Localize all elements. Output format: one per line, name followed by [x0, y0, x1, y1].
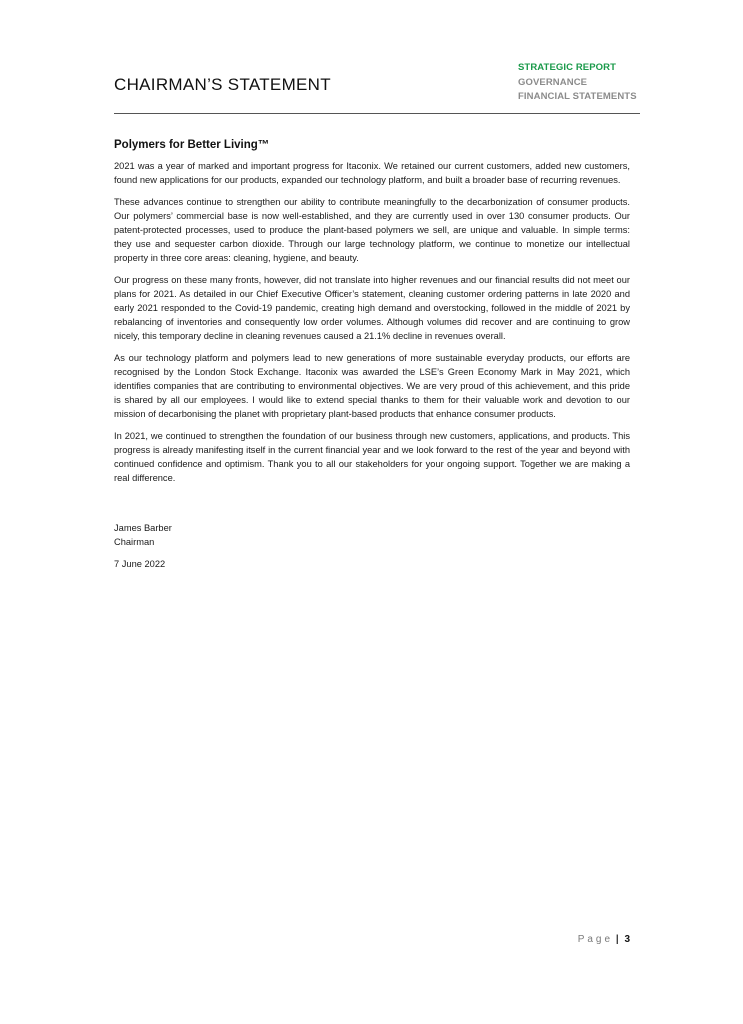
- page-number: 3: [624, 934, 630, 945]
- page-footer: [578, 934, 630, 945]
- paragraph-2: These advances continue to strengthen our ability to contribute meaningfully to the decarbonization of consumer products. Our polymers’ commercial base is now well-established, and they are currently used in over 130 consumer products. Our patent-protected processes, used to produce the plant-based polymers we sell, are unique and valuable. In simple terms: they use and sequester carbon dioxide. Through our large technology platform, we continue to monetize our intellectual property in three core areas: cleaning, hygiene, and beauty.: [114, 197, 630, 263]
- page-title: CHAIRMAN’S STATEMENT: [114, 75, 331, 94]
- paragraph-5: In 2021, we continued to strengthen the foundation of our business through new customers, applications, and products. This progress is already manifesting itself in the current financial year and we look forward to the rest of the year and beyond with continued confidence and optimism. Thank you to all our stakeholders for your ongoing support. Together we are making a real difference.: [114, 431, 630, 483]
- nav-strategic-report[interactable]: STRATEGIC REPORT: [518, 62, 617, 73]
- section-nav: [518, 61, 637, 105]
- paragraph-3: Our progress on these many fronts, however, did not translate into higher revenues and our financial results did not meet our plans for 2021. As detailed in our Chief Executive Officer’s statement, cleaning customer ordering patterns in late 2020 and early 2021 responded to the Covid-19 pandemic, creating high demand and overstocking, followed in the middle of 2021 by rebalancing of inventories and consequently low order volumes. Although volumes did recover and are continuing to grow nicely, this temporary decline in cleaning revenues caused a 21.1% decline in revenues overall.: [114, 275, 630, 341]
- signatory-name: James Barber: [114, 523, 172, 533]
- header-divider: [114, 113, 640, 114]
- main-content: [114, 139, 630, 571]
- section-heading: Polymers for Better Living™: [114, 139, 270, 151]
- nav-governance[interactable]: GOVERNANCE: [518, 76, 588, 88]
- nav-financial-statements[interactable]: FINANCIAL STATEMENTS: [518, 91, 637, 102]
- page-separator: |: [615, 934, 619, 945]
- paragraph-4: As our technology platform and polymers lead to new generations of more sustainable everyday products, our efforts are recognised by the London Stock Exchange. Itaconix was awarded the LSE’s Green Economy Mark in May 2021, which identifies companies that are contributing to environmental objectives. We are very proud of this achievement, and this pride is shared by all our employees. I would like to extend special thanks to them for their valuable work and devotion to our mission of decarbonising the planet with proprietary plant-based products that enhance consumer products.: [114, 353, 630, 419]
- signature-block: [114, 521, 630, 549]
- statement-date: 7 June 2022: [114, 559, 166, 569]
- signatory-role: Chairman: [114, 537, 155, 547]
- page-label: Page: [577, 934, 614, 945]
- paragraph-1: 2021 was a year of marked and important progress for Itaconix. We retained our current customers, added new customers, found new applications for our products, expanded our technology platform, and built a broader base of recurring revenues.: [114, 161, 630, 185]
